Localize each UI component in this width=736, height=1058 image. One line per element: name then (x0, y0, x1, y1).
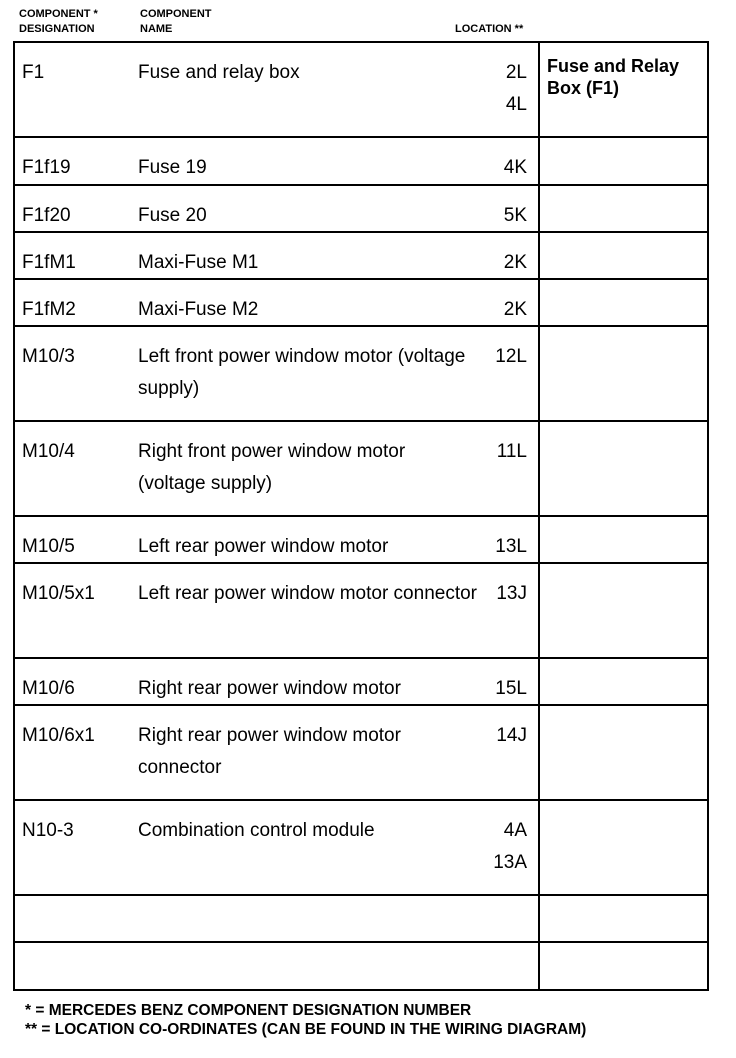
component-location: 2K (503, 299, 527, 320)
component-name: Fuse 20 (138, 205, 207, 226)
table-row (15, 186, 707, 233)
component-designation: F1 (22, 62, 45, 83)
footnote-location: ** = LOCATION CO-ORDINATES (CAN BE FOUND IN THE WIRING DIAGRAM) (25, 1021, 587, 1038)
table-row (15, 327, 707, 422)
component-designation: M10/4 (22, 441, 75, 462)
component-name: Right rear power window motor (138, 678, 401, 699)
header-location: LOCATION ** (455, 23, 524, 35)
component-location: 12L (495, 346, 527, 367)
table-row (15, 896, 707, 943)
footnote-designation: * = MERCEDES BENZ COMPONENT DESIGNATION NUMBER (25, 1002, 472, 1019)
component-designation: M10/6 (22, 678, 75, 699)
component-location: 4A 13A (493, 820, 527, 873)
component-name: Maxi-Fuse M1 (138, 252, 259, 273)
component-name: Left rear power window motor (138, 536, 389, 557)
component-designation: M10/5 (22, 536, 75, 557)
component-designation: M10/6x1 (22, 725, 95, 746)
component-designation: F1fM1 (22, 252, 76, 273)
component-location: 4K (503, 157, 527, 178)
component-designation: N10-3 (22, 820, 74, 841)
table-row (15, 233, 707, 280)
component-designation: F1f20 (22, 205, 71, 226)
table-row (15, 801, 707, 896)
component-location: 11L (496, 441, 527, 462)
component-location: 2L 4L (505, 62, 527, 115)
component-designation: F1f19 (22, 157, 71, 178)
table-row (15, 43, 707, 138)
side-note: Fuse and Relay Box (F1) (547, 56, 680, 98)
component-location: 13J (496, 583, 527, 604)
table-row (15, 706, 707, 801)
component-designation: M10/3 (22, 346, 75, 367)
component-name: Right front power window motor (voltage supply) (138, 441, 406, 494)
component-name: Maxi-Fuse M2 (138, 299, 259, 320)
table-row (15, 422, 707, 517)
component-name: Left rear power window motor connector (138, 583, 477, 604)
table-row (15, 138, 707, 186)
table-row (15, 564, 707, 659)
table-row (15, 659, 707, 706)
header-designation: COMPONENT * DESIGNATION (19, 8, 98, 35)
table-row (15, 943, 707, 990)
table-row (15, 517, 707, 564)
header-component-name: COMPONENT NAME (140, 8, 212, 35)
component-name: Right rear power window motor connector (138, 725, 401, 778)
component-name: Fuse 19 (138, 157, 207, 178)
component-location: 5K (503, 205, 527, 226)
component-designation: F1fM2 (22, 299, 76, 320)
component-location: 13L (495, 536, 527, 557)
component-designation: M10/5x1 (22, 583, 95, 604)
component-location: 14J (496, 725, 527, 746)
component-location: 2K (503, 252, 527, 273)
component-name: Left front power window motor (voltage supply) (138, 346, 466, 399)
component-table (13, 41, 709, 991)
table-row (15, 280, 707, 327)
component-name: Combination control module (138, 820, 375, 841)
component-name: Fuse and relay box (138, 62, 300, 83)
component-location: 15L (495, 678, 527, 699)
